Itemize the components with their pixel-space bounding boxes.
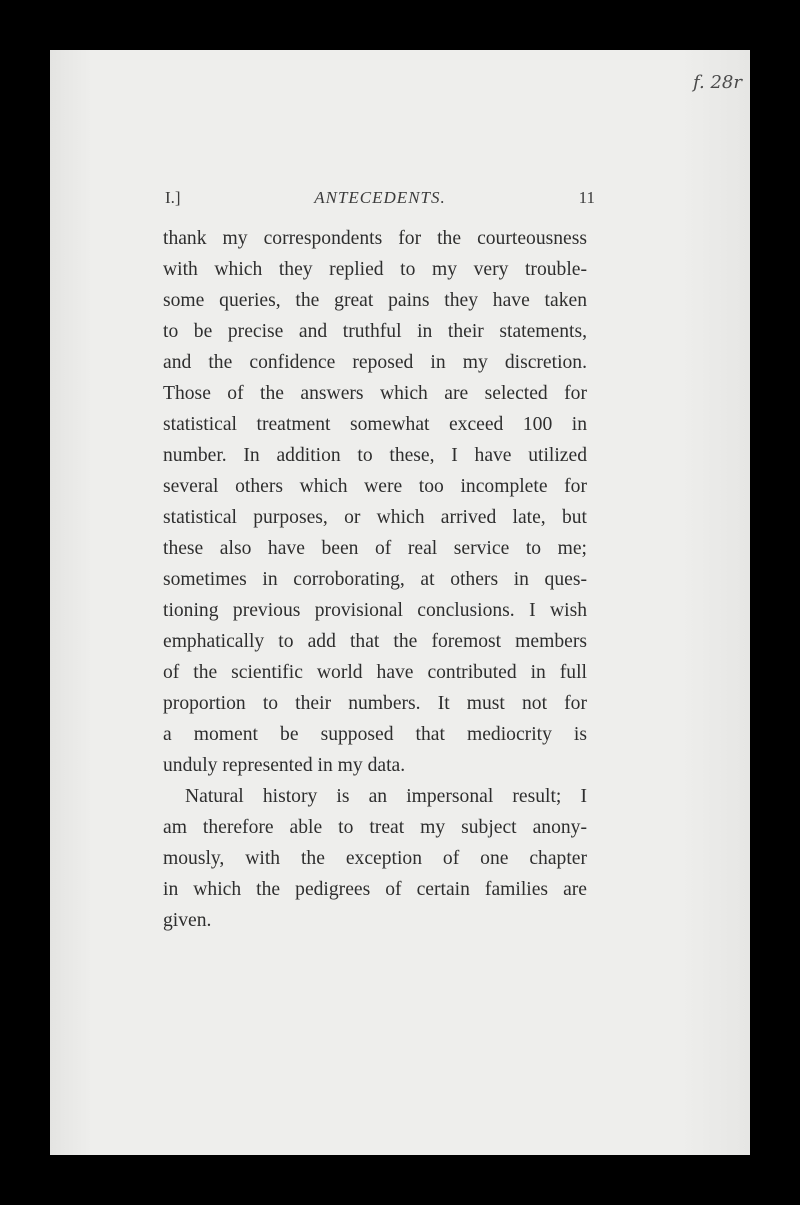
handwritten-folio-mark: f. 28r <box>693 72 742 93</box>
text-line: in which the pedigrees of certain families are <box>163 879 587 900</box>
text-line: Natural history is an impersonal result; I <box>185 786 587 807</box>
text-line: a moment be supposed that mediocrity is <box>163 724 587 745</box>
text-line: statistical treatment somewhat exceed 100 in <box>163 414 587 435</box>
text-line: of the scientific world have contributed in full <box>163 662 587 683</box>
text-line: mously, with the exception of one chapter <box>163 848 587 869</box>
text-line: given. <box>163 910 212 931</box>
paragraph-2 <box>163 781 587 936</box>
text-line: Those of the answers which are selected for <box>163 383 587 404</box>
text-line: to be precise and truthful in their statements, <box>163 321 587 342</box>
text-line: emphatically to add that the foremost members <box>163 631 587 652</box>
running-head-title: ANTECEDENTS. <box>314 188 446 207</box>
page-number: 11 <box>578 188 595 207</box>
text-line: several others which were too incomplete for <box>163 476 587 497</box>
text-line: these also have been of real service to me; <box>163 538 587 559</box>
text-line: am therefore able to treat my subject anony- <box>163 817 587 838</box>
text-line: with which they replied to my very trouble- <box>163 259 587 280</box>
running-head-section: I.] <box>165 188 181 207</box>
running-head <box>165 188 595 212</box>
text-line: thank my correspondents for the courteousness <box>163 228 587 249</box>
document-page <box>50 50 750 1155</box>
text-line: tioning previous provisional conclusions. I wish <box>163 600 587 621</box>
text-line: statistical purposes, or which arrived late, but <box>163 507 587 528</box>
text-line: unduly represented in my data. <box>163 755 406 776</box>
text-line: some queries, the great pains they have taken <box>163 290 587 311</box>
text-line: number. In addition to these, I have utilized <box>163 445 587 466</box>
text-line: proportion to their numbers. It must not for <box>163 693 587 714</box>
text-line: and the confidence reposed in my discretion. <box>163 352 587 373</box>
text-line: sometimes in corroborating, at others in ques- <box>163 569 587 590</box>
paragraph-1 <box>163 223 587 781</box>
body-text <box>163 223 587 936</box>
